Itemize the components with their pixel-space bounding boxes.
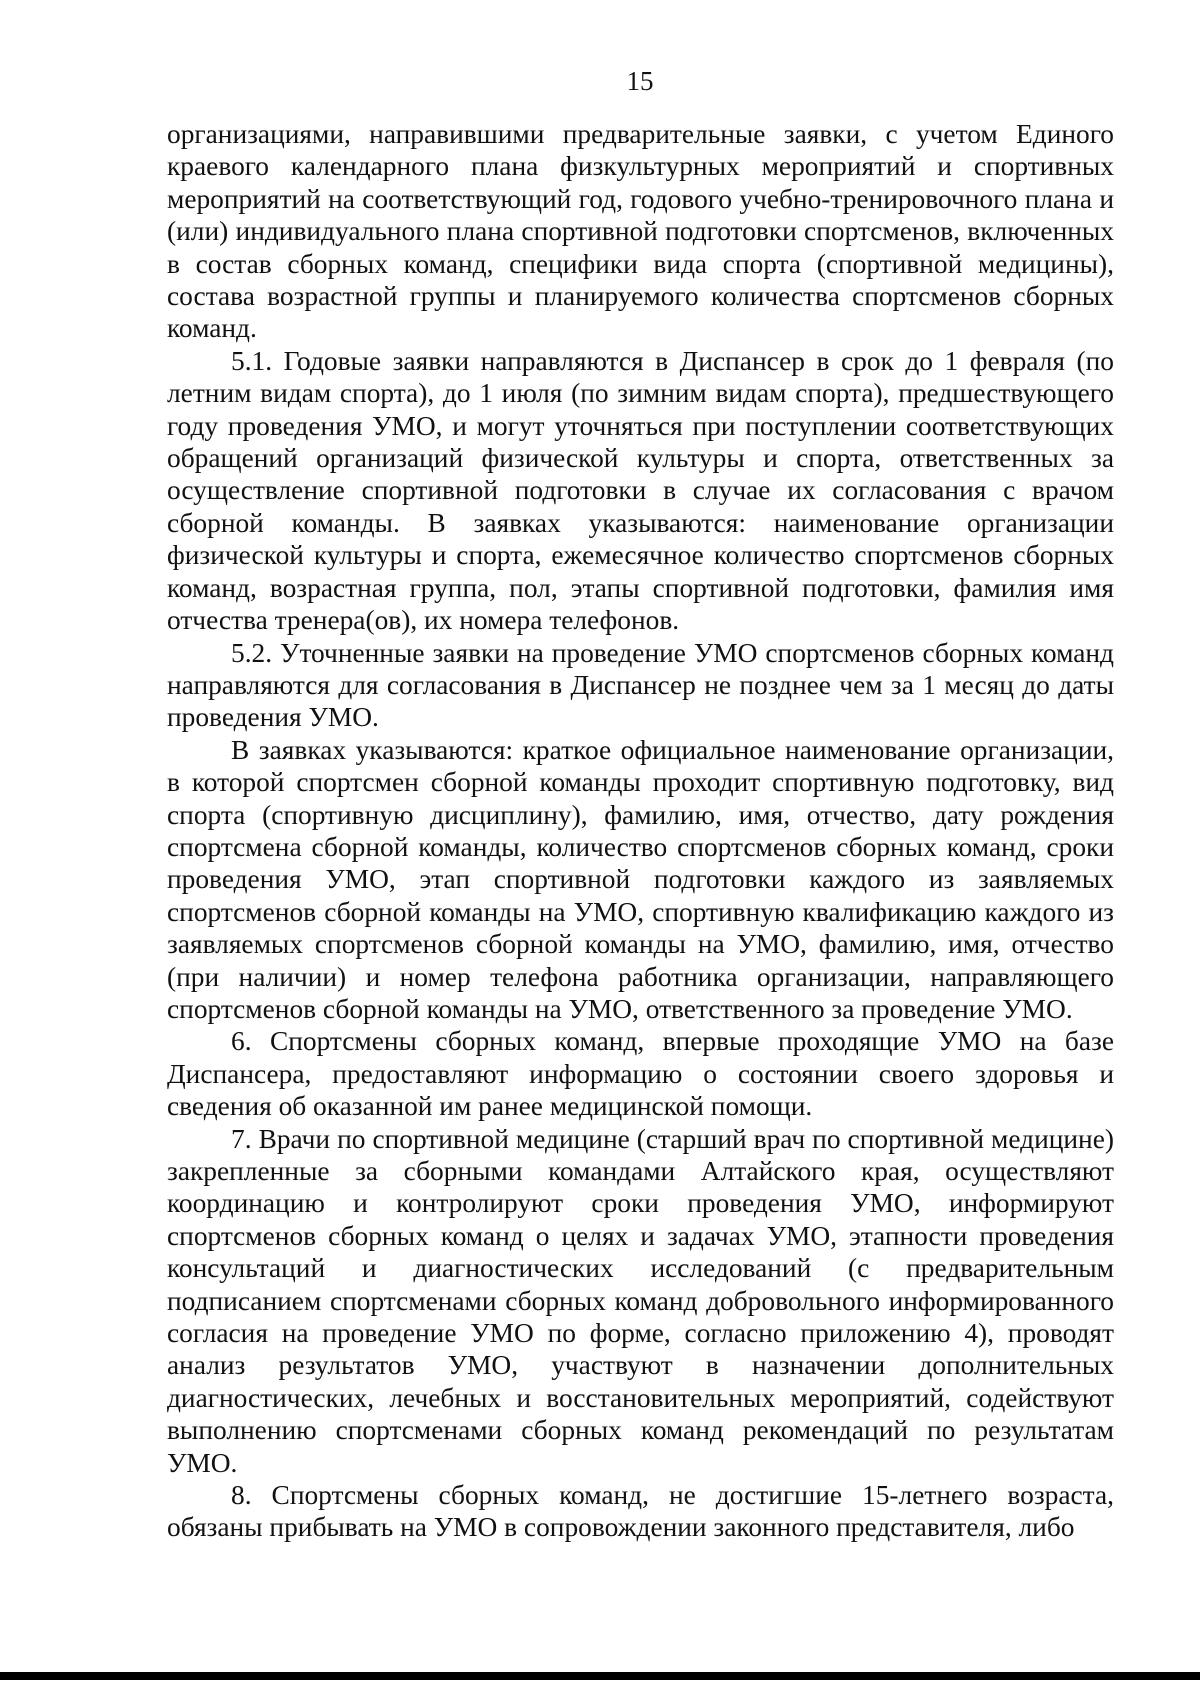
paragraph-5-1: 5.1. Годовые заявки направляются в Диспансер в срок до 1 февраля (по летним видам спорта), до 1 июля (по зимним видам спорта), предшествующего году проведения УМО, и могут уточняться при поступлении соответствующих обращений организаций физической культуры и спорта, ответственных за осуществление спортивной подготовки в случае их согласования с врачом сборной команды. В заявках указываются: наименование организации физической культуры и спорта, ежемесячное количество спортсменов сборных команд, возрастная группа, пол, этапы спортивной подготовки, фамилия имя отчества тренера(ов), их номера телефонов. — [167, 345, 1114, 636]
page-number: 15 — [626, 66, 654, 96]
paragraph-7: 7. Врачи по спортивной медицине (старший врач по спортивной медицине) закрепленные за сборными командами Алтайского края, осуществляют координацию и контролируют сроки проведения УМО, информируют спортсменов сборных команд о целях и задачах УМО, этапности проведения консультаций и диагностических исследований (с предварительным подписанием спортсменами сборных команд добровольного информированного согласия на проведение УМО по форме, согласно приложению 4), проводят анализ результатов УМО, участвуют в назначении дополнительных диагностических, лечебных и восстановительных мероприятий, содействуют выполнению спортсменами сборных команд рекомендаций по результатам УМО. — [167, 1123, 1114, 1478]
paragraph-continuation: организациями, направившими предварительные заявки, с учетом Единого краевого календарного плана физкультурных мероприятий и спортивных мероприятий на соответствующий год, годового учебно-тренировочного плана и (или) индивидуального плана спортивной подготовки спортсменов, включенных в состав сборных команд, специфики вида спорта (спортивной медицины), состава возрастной группы и планируемого количества спортсменов сборных команд. — [167, 119, 1114, 344]
paragraph-5-2: 5.2. Уточненные заявки на проведение УМО спортсменов сборных команд направляются для согласования в Диспансер не позднее чем за 1 месяц до даты проведения УМО. — [167, 637, 1114, 733]
paragraph-6: 6. Спортсмены сборных команд, впервые проходящие УМО на базе Диспансера, предоставляют информацию о состоянии своего здоровья и сведения об оказанной им ранее медицинской помощи. — [167, 1026, 1114, 1122]
paragraph-5-2-details: В заявках указываются: краткое официальное наименование организации, в которой спортсмен сборной команды проходит спортивную подготовку, вид спорта (спортивную дисциплину), фамилию, имя, отчество, дату рождения спортсмена сборной команды, количество спортсменов сборных команд, сроки проведения УМО, этап спортивной подготовки каждого из заявляемых спортсменов сборной команды на УМО, спортивную квалификацию каждого из заявляемых спортсменов сборной команды на УМО, фамилию, имя, отчество (при наличии) и номер телефона работника организации, направляющего спортсменов сборной команды на УМО, ответственного за проведение УМО. — [167, 734, 1114, 1024]
document-body — [167, 118, 1114, 1544]
paragraph-8: 8. Спортсмены сборных команд, не достигшие 15-летнего возраста, обязаны прибывать на УМО в сопровождении законного представителя, либо — [167, 1480, 1114, 1543]
scan-bottom-border — [0, 1672, 1200, 1680]
